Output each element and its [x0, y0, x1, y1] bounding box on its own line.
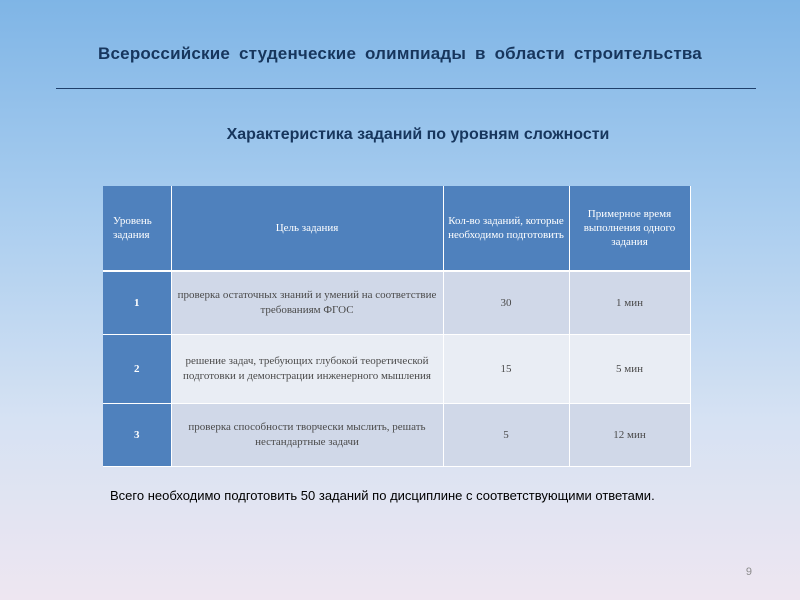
table-row	[103, 335, 690, 404]
time-cell: 5 мин	[569, 335, 690, 404]
slide-subtitle: Характеристика заданий по уровням сложности	[226, 126, 610, 143]
goal-cell: проверка остаточных знаний и умений на соответствие требованиям ФГОС	[171, 271, 443, 335]
count-cell: 15	[443, 335, 569, 404]
goal-cell: проверка способности творчески мыслить, решать нестандартные задачи	[171, 404, 443, 467]
time-cell: 12 мин	[569, 404, 690, 467]
tasks-table	[103, 186, 691, 467]
header-time: Примерное время выполнения одного задания	[569, 186, 690, 271]
count-cell: 5	[443, 404, 569, 467]
table-header-row	[103, 186, 690, 271]
goal-cell: решение задач, требующих глубокой теоретической подготовки и демонстрации инженерного мышления	[171, 335, 443, 404]
table-row	[103, 271, 690, 335]
header-level: Уровень задания	[103, 186, 171, 271]
page-number: 9	[745, 566, 752, 578]
table-row	[103, 404, 690, 467]
title-divider	[56, 88, 756, 89]
level-cell: 3	[103, 404, 171, 467]
summary-note: Всего необходимо подготовить 50 заданий по дисциплине с соответствующими ответами.	[110, 488, 655, 503]
level-cell: 1	[103, 271, 171, 335]
header-goal: Цель задания	[171, 186, 443, 271]
time-cell: 1 мин	[569, 271, 690, 335]
header-count: Кол-во заданий, которые необходимо подготовить	[443, 186, 569, 271]
count-cell: 30	[443, 271, 569, 335]
level-cell: 2	[103, 335, 171, 404]
slide-title: Всероссийские студенческие олимпиады в области строительства	[98, 44, 702, 63]
